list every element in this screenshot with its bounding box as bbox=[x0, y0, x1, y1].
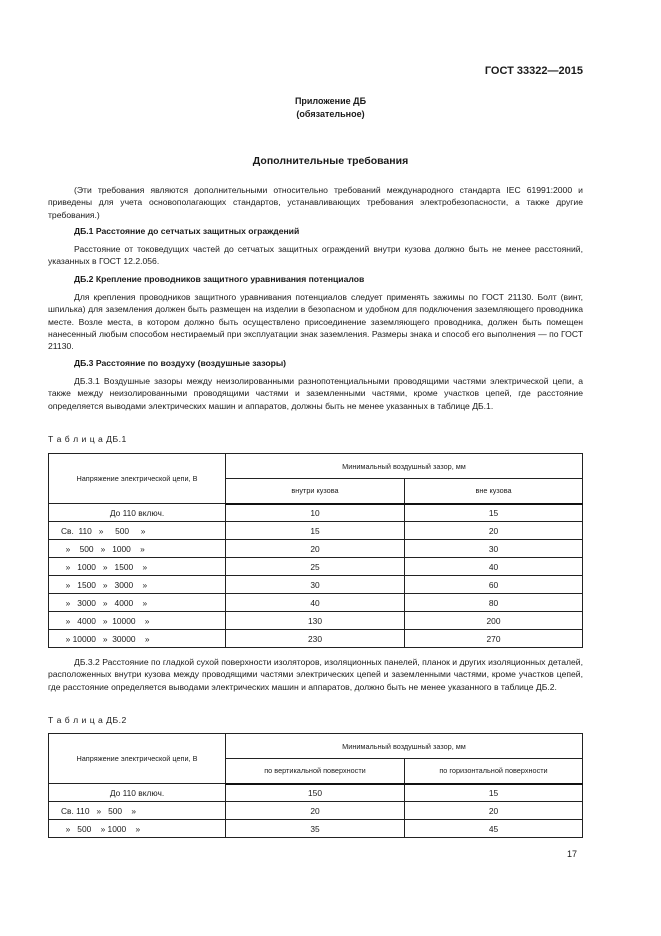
intro-paragraph: (Эти требования являются дополнительными относительно требований международного стандарта IEC 61991:2000 и приведены для учета основополагающих стандартов, устанавливающих требования электробезопасности, а также другие требования.) bbox=[48, 185, 583, 220]
table-db1 bbox=[48, 453, 583, 648]
table1-col-voltage: Напряжение электрической цепи, В bbox=[49, 454, 226, 504]
table2-col-horizontal: по горизонтальной поверхности bbox=[405, 759, 583, 784]
table-row bbox=[49, 576, 583, 594]
heading-db3: ДБ.3 Расстояние по воздуху (воздушные зазоры) bbox=[74, 358, 287, 368]
value-cell: 10 bbox=[226, 504, 405, 522]
value-cell: 200 bbox=[405, 612, 583, 630]
table2-col-group: Минимальный воздушный зазор, мм bbox=[226, 734, 583, 759]
value-cell: 20 bbox=[226, 540, 405, 558]
value-cell: 35 bbox=[226, 820, 405, 838]
value-cell: 40 bbox=[226, 594, 405, 612]
voltage-cell: » 10000 » 30000 » bbox=[49, 630, 226, 648]
page-number: 17 bbox=[566, 849, 577, 859]
value-cell: 80 bbox=[405, 594, 583, 612]
value-cell: 60 bbox=[405, 576, 583, 594]
voltage-cell: До 110 включ. bbox=[49, 504, 226, 522]
value-cell: 270 bbox=[405, 630, 583, 648]
appendix-title: Приложение ДБ bbox=[294, 96, 367, 106]
value-cell: 230 bbox=[226, 630, 405, 648]
value-cell: 20 bbox=[405, 802, 583, 820]
value-cell: 130 bbox=[226, 612, 405, 630]
table1-col-inside: внутри кузова bbox=[226, 479, 405, 504]
paragraph-db1: Расстояние от токоведущих частей до сетчатых защитных ограждений внутри кузова должно быть не менее расстояний, указанных в ГОСТ 12.2.056. bbox=[48, 244, 583, 267]
table-row bbox=[49, 612, 583, 630]
appendix-status: (обязательное) bbox=[296, 109, 365, 119]
value-cell: 40 bbox=[405, 558, 583, 576]
voltage-cell: Св. 110 » 500 » bbox=[49, 522, 226, 540]
heading-db1: ДБ.1 Расстояние до сетчатых защитных ограждений bbox=[74, 226, 300, 236]
table-row bbox=[49, 630, 583, 648]
table1-col-outside: вне кузова bbox=[405, 479, 583, 504]
table-db2 bbox=[48, 733, 583, 838]
table1-caption: Т а б л и ц а ДБ.1 bbox=[48, 434, 127, 444]
table-row bbox=[49, 558, 583, 576]
table-row bbox=[49, 504, 583, 522]
value-cell: 15 bbox=[226, 522, 405, 540]
voltage-cell: До 110 включ. bbox=[49, 784, 226, 802]
value-cell: 150 bbox=[226, 784, 405, 802]
table2-col-voltage: Напряжение электрической цепи, В bbox=[49, 734, 226, 784]
value-cell: 20 bbox=[405, 522, 583, 540]
voltage-cell: » 1000 » 1500 » bbox=[49, 558, 226, 576]
table-row bbox=[49, 820, 583, 838]
value-cell: 25 bbox=[226, 558, 405, 576]
voltage-cell: » 3000 » 4000 » bbox=[49, 594, 226, 612]
table2-col-vertical: по вертикальной поверхности bbox=[226, 759, 405, 784]
standard-number: ГОСТ 33322—2015 bbox=[484, 65, 583, 77]
section-title: Дополнительные требования bbox=[252, 155, 409, 167]
value-cell: 30 bbox=[405, 540, 583, 558]
voltage-cell: » 500 » 1000 » bbox=[49, 540, 226, 558]
value-cell: 15 bbox=[405, 504, 583, 522]
table-row bbox=[49, 522, 583, 540]
table-row bbox=[49, 802, 583, 820]
heading-db2: ДБ.2 Крепление проводников защитного уравнивания потенциалов bbox=[74, 274, 365, 284]
value-cell: 30 bbox=[226, 576, 405, 594]
voltage-cell: » 500 » 1000 » bbox=[49, 820, 226, 838]
table1-col-group: Минимальный воздушный зазор, мм bbox=[226, 454, 583, 479]
value-cell: 20 bbox=[226, 802, 405, 820]
value-cell: 45 bbox=[405, 820, 583, 838]
voltage-cell: Св. 110 » 500 » bbox=[49, 802, 226, 820]
voltage-cell: » 4000 » 10000 » bbox=[49, 612, 226, 630]
value-cell: 15 bbox=[405, 784, 583, 802]
voltage-cell: » 1500 » 3000 » bbox=[49, 576, 226, 594]
paragraph-db3-1: ДБ.3.1 Воздушные зазоры между неизолированными разнопотенциальными проводящими частями электрической цепи, а также между неизолированными проводящими частями и заземленными частями, кроме участков цепей, где расстояние определяется выводами электрических машин и аппаратов, должны быть не менее указанных в таблице ДБ.1. bbox=[48, 376, 583, 411]
table-row bbox=[49, 594, 583, 612]
table-row bbox=[49, 540, 583, 558]
table2-caption: Т а б л и ц а ДБ.2 bbox=[48, 715, 127, 725]
table-row bbox=[49, 784, 583, 802]
paragraph-db2: Для крепления проводников защитного уравнивания потенциалов следует применять зажимы по ГОСТ 21130. Болт (винт, шпилька) для заземления должен быть размещен на изделии в безопасном и удобном для подключения заземляющего проводника месте. Возле места, в котором должно быть осуществлено присоединение заземляющего проводника, должен быть помещен нанесенный любым способом нестираемый при эксплуатации знак заземления. Размеры знака и способ его выполнения — по ГОСТ 21130. bbox=[48, 292, 583, 352]
paragraph-db3-2: ДБ.3.2 Расстояние по гладкой сухой поверхности изоляторов, изоляционных панелей, планок и других изоляционных деталей, расположенных внутри кузова между проводящими частями электрических цепей и заземленными частями, кроме участков цепей, где расстояние определяется выводами электрических машин и аппаратов, должно быть не менее указанного в таблице ДБ.2. bbox=[48, 657, 583, 692]
